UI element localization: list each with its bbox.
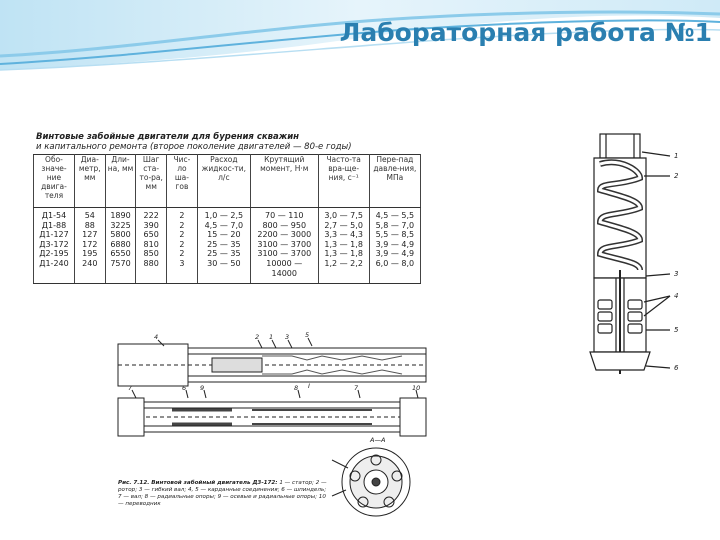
screw-motor-section-drawing [560, 130, 690, 378]
table-cell: 1,0 — 2,5 [204, 211, 244, 220]
table-cell: 30 — 50 [207, 258, 241, 268]
table-cell: 10000 — 14000 [266, 258, 303, 278]
header-diameter: Диа-метр, мм [74, 155, 105, 208]
table-cell: 172 [82, 239, 98, 249]
table-cell: 5,5 — 8,5 [375, 230, 415, 240]
label-5: 5 [674, 326, 679, 334]
slide-title: Лабораторная работа №1 [339, 18, 712, 47]
table-cell: 3,3 — 4,3 [324, 230, 363, 240]
header-flow: Расход жидкос-ти, л/с [197, 155, 250, 208]
table-cell: 2 [179, 249, 185, 259]
table-cell: 390 [143, 220, 159, 230]
table-cell: 810 [143, 239, 159, 249]
table-cell: 127 [82, 230, 98, 240]
drawing-label: 2 [255, 333, 260, 341]
table-cell: 850 [143, 249, 159, 259]
table-cell: 2 [179, 230, 185, 240]
label-6: 6 [674, 364, 679, 372]
table-cell: Д1-54 [41, 211, 67, 220]
label-4: 4 [674, 292, 679, 300]
header-torque: Крутящий момент, Н·м [250, 155, 318, 208]
table-cell: Д1-88 [41, 220, 67, 230]
table-cell: 6,0 — 8,0 [375, 258, 415, 268]
table-cell: 195 [82, 249, 98, 259]
table-cell: 2200 — 3000 [257, 230, 312, 240]
col-length [105, 208, 136, 284]
table-cell: 1890 [110, 211, 131, 220]
label-2: 2 [674, 172, 679, 180]
drawing-label: 10 [412, 384, 421, 392]
header-length: Дли-на, мм [105, 155, 136, 208]
label-3: 3 [674, 270, 679, 278]
table-caption-line2: и капитального ремонта (второе поколение двигателей — 80-е годы) [36, 142, 352, 152]
drawing-label: 3 [285, 333, 290, 341]
table-cell: 7570 [110, 258, 131, 268]
table-cell: 5,8 — 7,0 [375, 220, 415, 230]
table-cell: 25 — 35 [207, 239, 241, 249]
table-cell: 2,7 — 5,0 [324, 220, 363, 230]
table-cell: 6880 [110, 239, 131, 249]
cut-label: I [308, 382, 310, 390]
col-designation [34, 208, 75, 284]
col-rotation [318, 208, 369, 284]
table-cell: 88 [84, 220, 95, 230]
table-cell: 3 [179, 258, 185, 268]
table-cell: 5800 [110, 230, 131, 240]
col-steps [167, 208, 198, 284]
table-cell: Д1-240 [39, 258, 69, 268]
label-1: 1 [674, 152, 679, 160]
table-cell: Д3-172 [39, 239, 69, 249]
drawing-label: 9 [200, 384, 205, 392]
table-cell: 3,9 — 4,9 [375, 249, 415, 259]
figure-caption-title: Рис. 7.12. Винтовой забойный двигатель Д3-172: [118, 480, 278, 486]
table-cell: 4,5 — 7,0 [204, 220, 244, 230]
table-cell: 800 — 950 [262, 220, 307, 230]
table-header-row [34, 155, 421, 208]
drawing-label: 8 [294, 384, 299, 392]
drawing-label: 5 [305, 331, 310, 339]
table-cell: 2 [179, 211, 185, 220]
table-row [34, 208, 421, 284]
table-cell: 650 [143, 230, 159, 240]
header-stator-pitch: Шаг ста-то-ра, мм [136, 155, 167, 208]
table-cell: 4,5 — 5,5 [375, 211, 415, 220]
drawing-label: 4 [154, 333, 159, 341]
table-cell: 1,3 — 1,8 [324, 239, 363, 249]
col-pressure-drop [369, 208, 420, 284]
table-cell: 2 [179, 220, 185, 230]
table-cell: 3,9 — 4,9 [375, 239, 415, 249]
header-rotation: Часто-та вра-ще-ния, с⁻¹ [318, 155, 369, 208]
col-flow [197, 208, 250, 284]
table-caption-line1: Винтовые забойные двигатели для бурения скважин [36, 132, 300, 142]
table-cell: 222 [143, 211, 159, 220]
motor-spec-table-image [30, 132, 422, 285]
col-stator-pitch [136, 208, 167, 284]
table-cell: Д2-195 [39, 249, 69, 259]
table-cell: 6550 [110, 249, 131, 259]
table-cell: 25 — 35 [207, 249, 241, 259]
table-cell: 3225 [110, 220, 131, 230]
table-cell: 3,0 — 7,5 [324, 211, 363, 220]
table-cell: 3100 — 3700 [257, 249, 312, 259]
table-cell: 3100 — 3700 [257, 239, 312, 249]
table-cell: 1,2 — 2,2 [324, 258, 363, 268]
table-cell: Д1-127 [39, 230, 69, 240]
table-cell: 240 [82, 258, 98, 268]
header-pressure-drop: Пере-пад давле-ния, МПа [369, 155, 420, 208]
spec-table [33, 154, 421, 284]
drawing-label: 6 [182, 384, 187, 392]
figure-caption [118, 480, 328, 508]
drawing-label: 7 [354, 384, 359, 392]
table-cell: 15 — 20 [207, 230, 241, 240]
table-cell: 2 [179, 239, 185, 249]
drawing-label: 1 [269, 333, 274, 341]
section-label: А—А [370, 436, 386, 444]
figure-caption-text: 1 — статор; 2 — ротор; 3 — гибкий вал; 4, 5 — карданные соединения; 6 — шпиндель; 7 — вал; 8 — радиальные опоры; 9 — осевые и радиальные опоры; 10 — переводник [118, 480, 327, 507]
drawing-label: 7 [128, 384, 133, 392]
col-torque [250, 208, 318, 284]
table-cell: 70 — 110 [264, 211, 304, 220]
col-diameter [74, 208, 105, 284]
table-cell: 1,3 — 1,8 [324, 249, 363, 259]
header-designation: Обо-значе-ние двига-теля [34, 155, 75, 208]
header-steps: Чис-ло ша-гов [167, 155, 198, 208]
table-cell: 54 [84, 211, 95, 220]
table-cell: 880 [143, 258, 159, 268]
